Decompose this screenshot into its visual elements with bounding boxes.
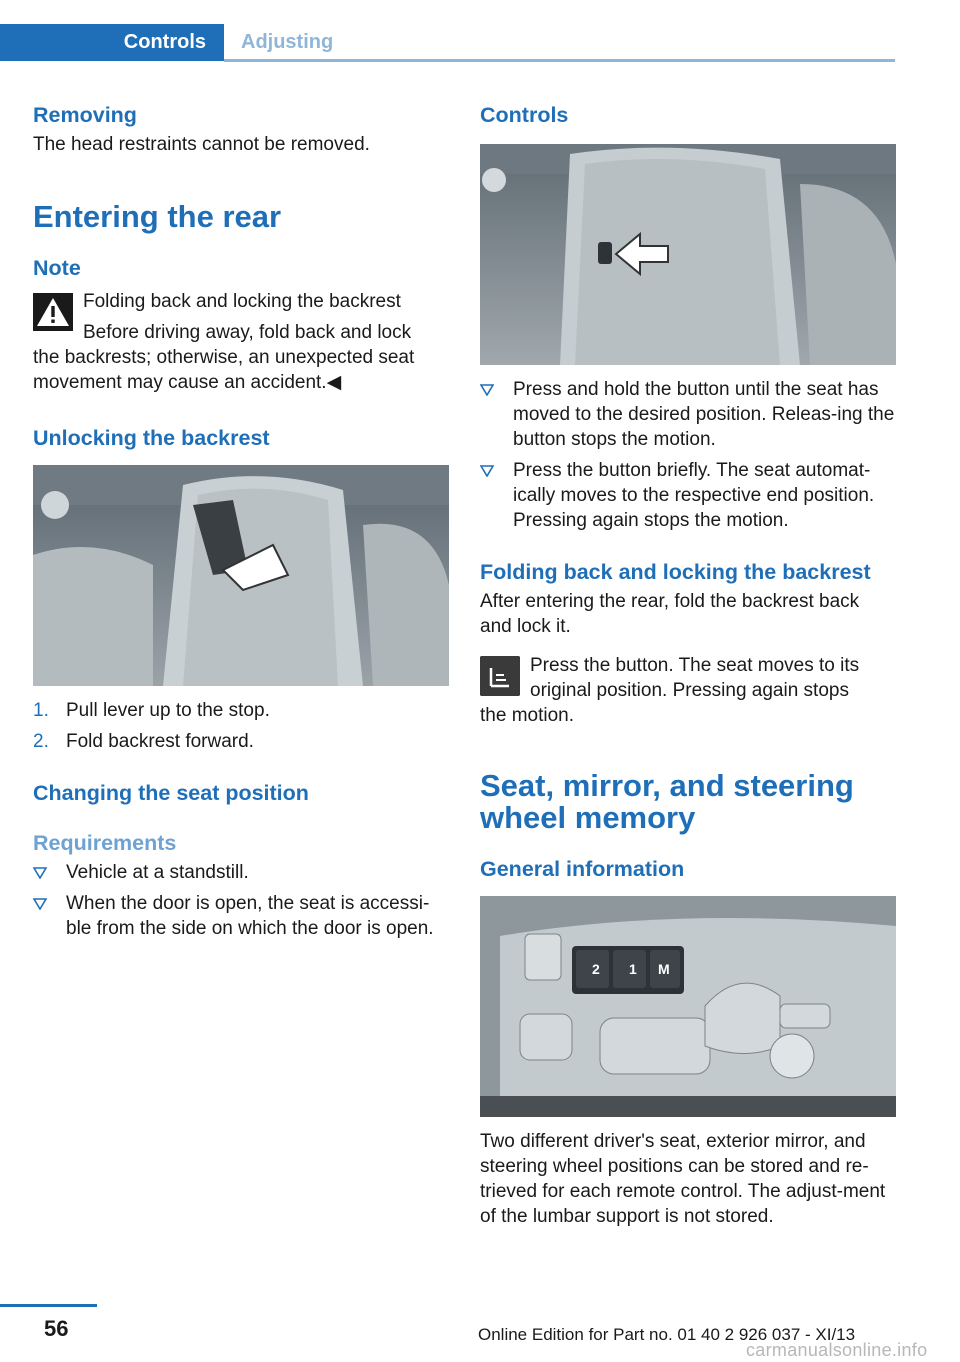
bullet-triangle-icon xyxy=(33,898,47,910)
list-item xyxy=(480,458,896,533)
list-item xyxy=(33,891,449,941)
bullet-triangle-icon xyxy=(33,867,47,879)
list-item xyxy=(480,377,896,452)
memory-general-text: Two different driver's seat, exterior mirror, and steering wheel positions can be stored and re-trieved for each remote control. The adjust-ment of the lumbar support is not stored. xyxy=(480,1131,886,1227)
removing-text: The head restraints cannot be removed. xyxy=(33,134,370,155)
footer-rule xyxy=(0,1304,97,1307)
press-text-rest: the motion. xyxy=(480,705,574,726)
requirement-text: Vehicle at a standstill. xyxy=(66,862,249,883)
header-rule xyxy=(224,59,895,62)
step-number: 2. xyxy=(33,731,49,752)
unlocking-heading: Unlocking the backrest xyxy=(33,426,270,450)
memory-key-label: 2 xyxy=(592,961,600,977)
removing-heading: Removing xyxy=(33,103,137,127)
left-column xyxy=(33,100,449,941)
right-column xyxy=(480,100,896,1229)
controls-heading: Controls xyxy=(480,103,569,127)
step-text: Fold backrest forward. xyxy=(66,731,254,752)
warning-triangle-icon xyxy=(33,293,73,331)
requirements-heading: Requirements xyxy=(33,831,177,855)
step-number: 1. xyxy=(33,700,49,721)
requirements-list xyxy=(33,860,449,941)
warning-block xyxy=(33,287,449,395)
controls-list xyxy=(480,377,896,533)
memory-key-label: M xyxy=(658,961,670,977)
memory-buttons-photo xyxy=(480,896,896,1117)
watermark: carmanualsonline.info xyxy=(746,1340,928,1360)
backrest-button-photo xyxy=(480,144,896,365)
general-info-heading: General information xyxy=(480,857,685,881)
folding-heading: Folding back and locking the backrest xyxy=(480,560,871,584)
header-bar xyxy=(0,0,895,62)
warning-text-rest: the backrests; otherwise, an unexpected seat movement may cause an accident.◀ xyxy=(33,347,415,393)
list-item xyxy=(33,698,449,723)
controls-item-text: Press the button briefly. The seat automat-ically moves to the respective end position. Pressing again stops the motion. xyxy=(513,460,875,531)
warning-text-start: Before driving away, fold back and lock xyxy=(83,322,412,343)
seat-button-icon xyxy=(480,656,520,696)
tab-adjusting[interactable]: Adjusting xyxy=(241,31,334,53)
tab-controls[interactable]: Controls xyxy=(0,24,224,61)
entering-rear-heading: Entering the rear xyxy=(33,199,282,234)
bullet-triangle-icon xyxy=(480,384,494,396)
note-heading: Note xyxy=(33,256,81,280)
folding-text: After entering the rear, fold the backrest back and lock it. xyxy=(480,591,860,637)
memory-heading: Seat, mirror, and steering wheel memory xyxy=(480,768,854,835)
list-item xyxy=(33,729,449,754)
list-item xyxy=(33,860,449,885)
step-text: Pull lever up to the stop. xyxy=(66,700,270,721)
bullet-triangle-icon xyxy=(480,465,494,477)
backrest-lever-photo xyxy=(33,465,449,686)
page-number: 56 xyxy=(44,1316,69,1341)
memory-key-label: 1 xyxy=(629,961,637,977)
button-note xyxy=(480,653,896,728)
unlock-steps xyxy=(33,698,449,754)
changing-seat-heading: Changing the seat position xyxy=(33,781,309,805)
warning-title: Folding back and locking the backrest xyxy=(83,291,401,312)
press-text-start: Press the button. The seat moves to its original position. Pressing again stops xyxy=(530,655,860,701)
edition-text: Online Edition for Part no. 01 40 2 926 037 - XI/13 xyxy=(478,1325,856,1344)
controls-item-text: Press and hold the button until the seat has moved to the desired position. Releas-ing the button stops the motion. xyxy=(513,379,895,450)
requirement-text: When the door is open, the seat is accessi-ble from the side on which the door is open. xyxy=(66,893,434,939)
